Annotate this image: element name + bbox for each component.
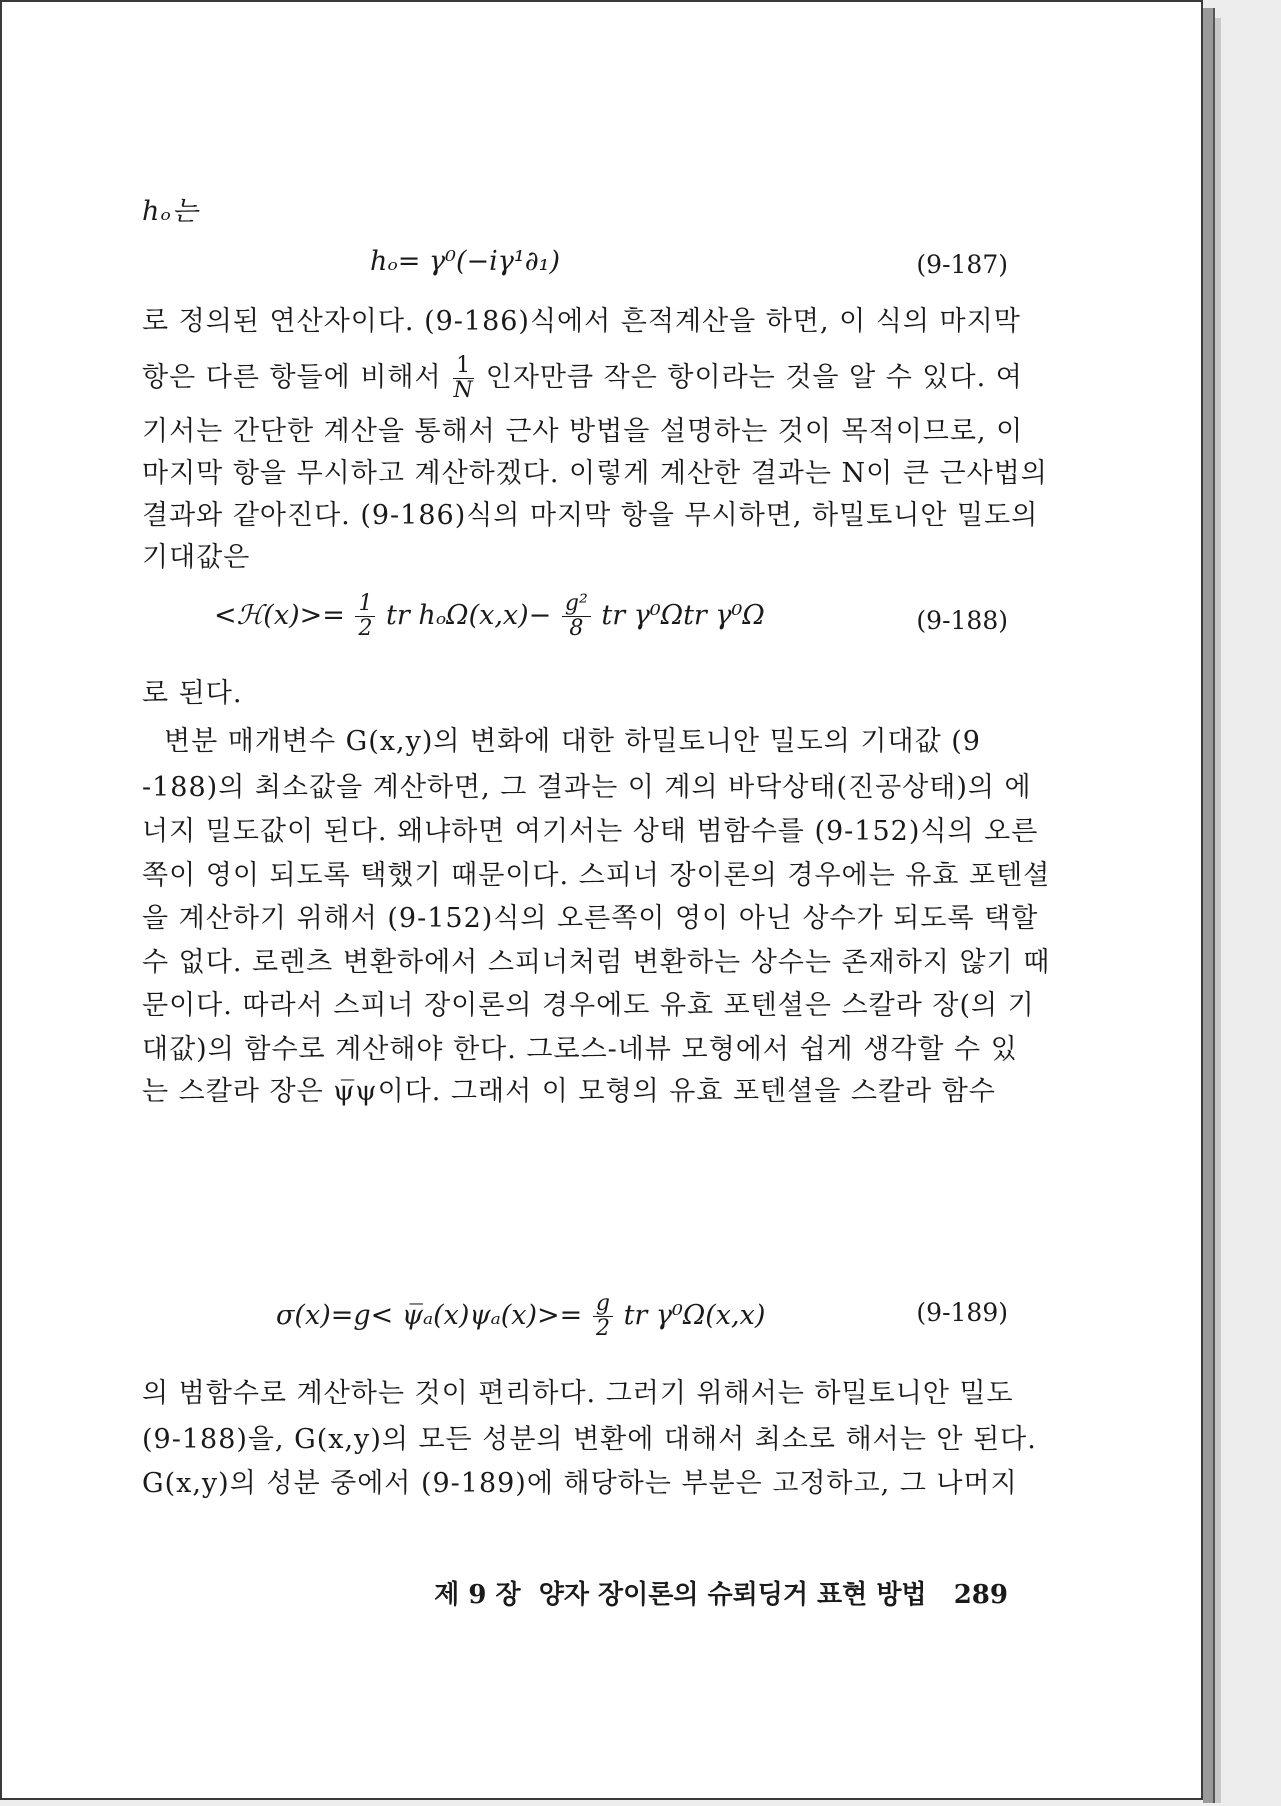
page-edge-shadow	[1215, 18, 1221, 1803]
footer-title: 양자 장이론의 슈뢰딩거 표현 방법	[538, 1580, 927, 1610]
fraction	[453, 354, 474, 403]
equation-rhs: tr γ⁰Ω(x,x)	[623, 1300, 766, 1331]
fraction-denominator: N	[453, 378, 474, 403]
footer-chapter: 제 9 장	[434, 1580, 521, 1610]
text-line: (9-188)을, G(x,y)의 모든 성분의 변환에 대해서 최소로 해서는 안 된다.	[142, 1424, 1037, 1455]
equation-9-188	[214, 592, 765, 641]
running-footer	[434, 1574, 1008, 1611]
equation-body: hₒ= γ⁰(−iγ¹∂₁)	[370, 246, 561, 277]
text-line: 로 된다.	[142, 678, 243, 709]
fraction-denominator: 8	[569, 616, 584, 641]
text-segment: 인자만큼 작은 항이라는 것을 알 수 있다. 여	[485, 362, 1023, 393]
text-line: -188)의 최소값을 계산하면, 그 결과는 이 계의 바닥상태(진공상태)의 에	[142, 772, 1032, 803]
equation-9-189	[276, 1292, 765, 1341]
page-number: 289	[953, 1580, 1008, 1610]
equation-lhs: σ(x)=g< ψ̅ₐ(x)ψₐ(x)>=	[276, 1300, 583, 1331]
text-line: 의 범함수로 계산하는 것이 편리하다. 그러기 위해서는 하밀토니안 밀도	[142, 1378, 1014, 1409]
text-line: 문이다. 따라서 스피너 장이론의 경우에도 유효 포텐셜은 스칼라 장(의 기	[142, 990, 1035, 1021]
fraction-numerator: 1	[453, 354, 474, 379]
text-line: 을 계산하기 위해서 (9-152)식의 오른쪽이 영이 아닌 상수가 되도록 택할	[142, 903, 1039, 934]
text-line: 로 정의된 연산자이다. (9-186)식에서 흔적계산을 하면, 이 식의 마지막	[142, 306, 1021, 337]
text-line: 는 스칼라 장은 ψ̅ψ이다. 그래서 이 모형의 유효 포텐셜을 스칼라 함수	[142, 1076, 996, 1107]
fraction	[355, 592, 375, 641]
equation-number: (9-188)	[916, 606, 1008, 635]
equation-lhs: <ℋ(x)>=	[214, 600, 345, 631]
fraction-numerator: g²	[562, 592, 591, 617]
fraction-numerator: g	[593, 1292, 613, 1317]
equation-number: (9-189)	[916, 1298, 1008, 1327]
equation-rhs: tr γ⁰Ωtr γ⁰Ω	[601, 600, 765, 631]
text-line: 대값)의 함수로 계산해야 한다. 그로스-네뷰 모형에서 쉽게 생각할 수 있	[142, 1034, 1018, 1065]
text-line: 기대값은	[142, 542, 251, 573]
fraction-denominator: 2	[358, 616, 373, 641]
text-line: 너지 밀도값이 된다. 왜냐하면 여기서는 상태 범함수를 (9-152)식의 오른	[142, 816, 1039, 847]
text-line-with-fraction	[142, 353, 1023, 403]
equation-9-187	[370, 246, 560, 277]
text-line: 쪽이 영이 되도록 택했기 때문이다. 스피너 장이론의 경우에는 유효 포텐셜	[142, 860, 1051, 891]
text-line: 마지막 항을 무시하고 계산하겠다. 이렇게 계산한 결과는 N이 큰 근사법의	[142, 458, 1048, 489]
fraction-numerator: 1	[355, 592, 375, 617]
text-segment: 항은 다른 항들에 비해서	[142, 362, 442, 393]
text-line: G(x,y)의 성분 중에서 (9-189)에 해당하는 부분은 고정하고, 그 나머지	[142, 1468, 1018, 1499]
page-edge	[1203, 8, 1215, 1803]
text-line: 결과와 같아진다. (9-186)식의 마지막 항을 무시하면, 하밀토니안 밀도의	[142, 500, 1039, 531]
fraction	[593, 1292, 613, 1341]
equation-number: (9-187)	[916, 250, 1008, 279]
text-line: 수 없다. 로렌츠 변환하에서 스피너처럼 변환하는 상수는 존재하지 않기 때	[142, 947, 1051, 978]
fraction	[562, 592, 591, 641]
text-line: 기서는 간단한 계산을 통해서 근사 방법을 설명하는 것이 목적이므로, 이	[142, 416, 1024, 447]
equation-mid: tr hₒΩ(x,x)−	[386, 600, 552, 631]
text-line: 변분 매개변수 G(x,y)의 변화에 대한 하밀토니안 밀도의 기대값 (9	[164, 726, 981, 757]
text-line: hₒ는	[142, 196, 199, 227]
fraction-denominator: 2	[595, 1316, 610, 1341]
